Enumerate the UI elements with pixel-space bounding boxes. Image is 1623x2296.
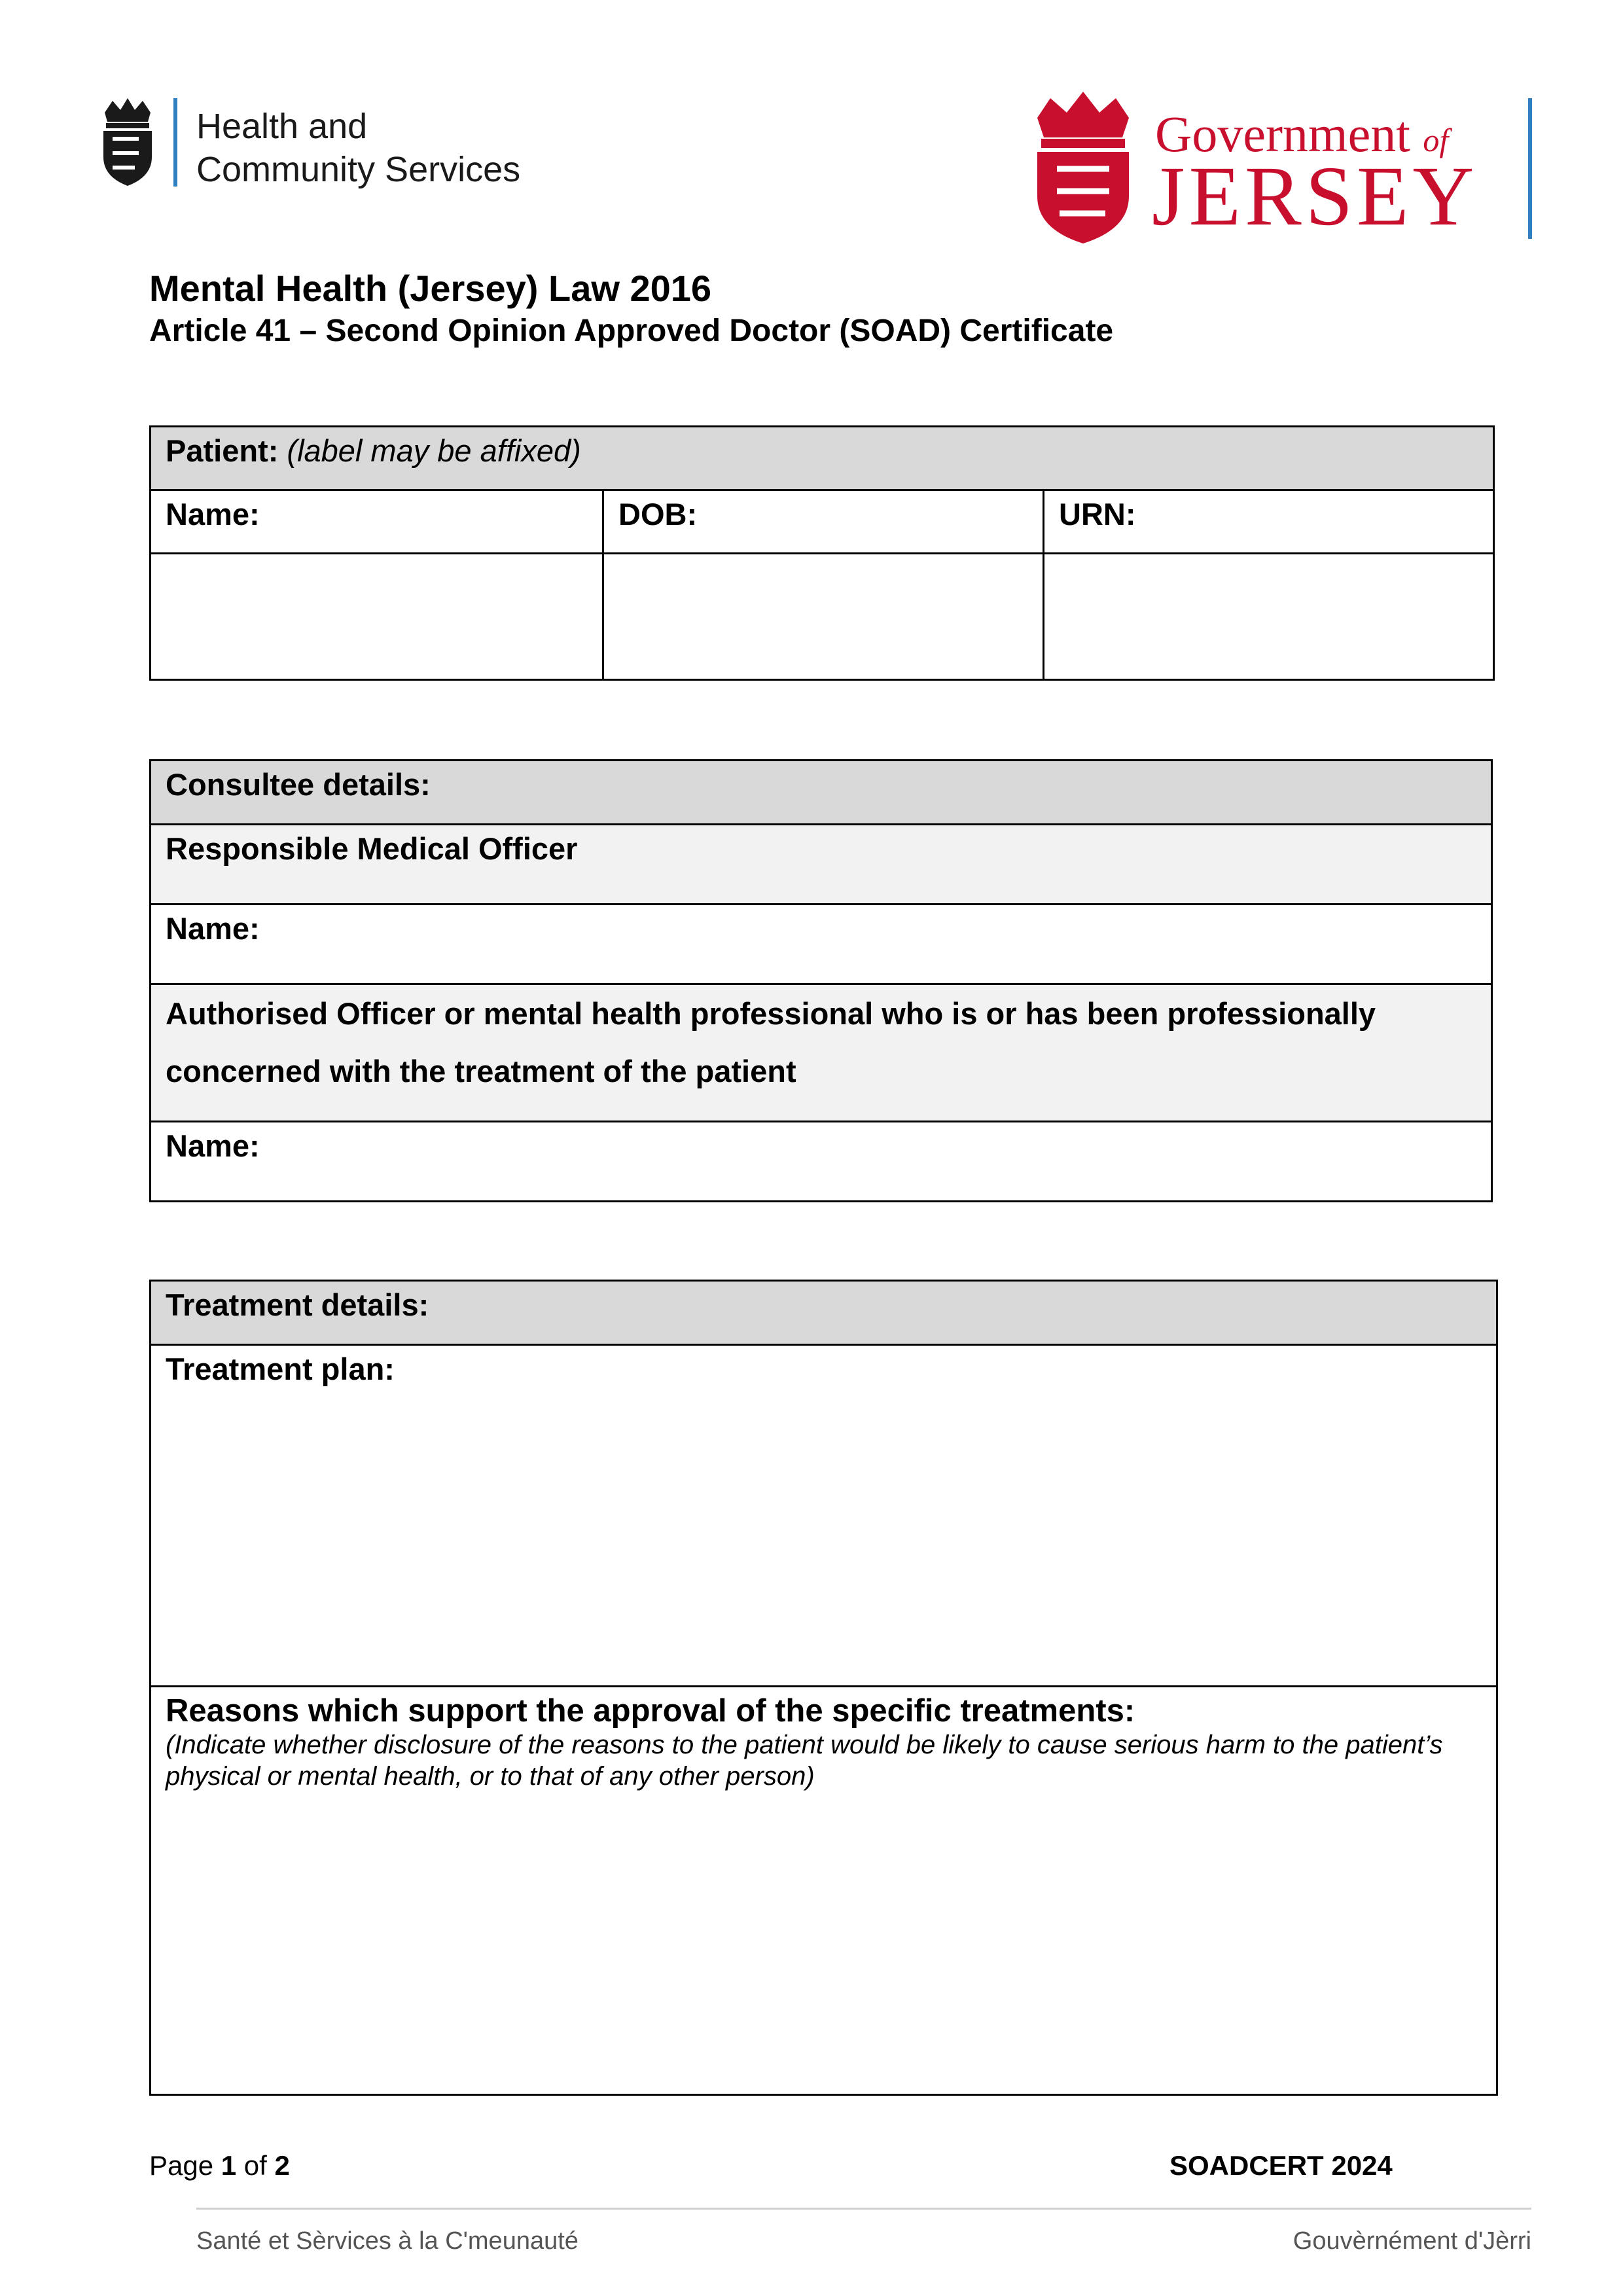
rmo-heading: Responsible Medical Officer [151, 825, 1492, 905]
patient-name-field[interactable] [151, 554, 603, 680]
treatment-reasons-field[interactable] [151, 1687, 1497, 2095]
consultee-table [149, 759, 1493, 1202]
government-of-jersey-logo [1031, 92, 1541, 249]
hcs-logo [98, 98, 569, 190]
footer-jerriais-hcs: Santé et Sèrvices à la C'meunauté [196, 2227, 579, 2255]
ao-heading: Authorised Officer or mental health professional who is or has been professionally concerned with the treatment of the patient [151, 984, 1492, 1122]
document-id: SOADCERT 2024 [1169, 2150, 1393, 2181]
footer-divider [196, 2208, 1531, 2210]
rmo-name-field[interactable] [151, 905, 1492, 984]
goj-government-word: Government [1155, 105, 1410, 162]
page-of: of [243, 2150, 267, 2181]
page-total: 2 [274, 2150, 290, 2181]
document-title: Mental Health (Jersey) Law 2016 [149, 268, 712, 309]
treatment-reasons-label: Reasons which support the approval of the specific treatments: [166, 1693, 1135, 1729]
hcs-line-1: Health and [196, 107, 368, 146]
patient-dob-label: DOB: [603, 490, 1044, 554]
patient-urn-label: URN: [1044, 490, 1494, 554]
page-current: 1 [221, 2150, 237, 2181]
treatment-table [149, 1280, 1498, 2096]
treatment-heading: Treatment details: [151, 1281, 1497, 1345]
goj-of-word: of [1423, 122, 1449, 158]
treatment-plan-field[interactable] [151, 1345, 1497, 1687]
patient-heading-note: (label may be affixed) [287, 433, 581, 468]
patient-name-label: Name: [151, 490, 603, 554]
jersey-crest-icon [98, 98, 157, 187]
goj-jersey-text: JERSEY [1152, 149, 1478, 243]
patient-dob-field[interactable] [603, 554, 1044, 680]
goj-divider [1528, 98, 1532, 239]
hcs-name [196, 105, 520, 191]
treatment-plan-label: Treatment plan: [166, 1352, 395, 1386]
page-number [149, 2150, 290, 2181]
treatment-reasons-note: (Indicate whether disclosure of the reasons to the patient would be likely to cause serious harm to the patient’s physical or mental health, or to that of any other person) [166, 1731, 1443, 1791]
document-subtitle: Article 41 – Second Opinion Approved Doctor (SOAD) Certificate [149, 314, 1114, 348]
patient-heading-label: Patient: [166, 433, 279, 468]
patient-heading [151, 427, 1494, 490]
hcs-line-2: Community Services [196, 150, 521, 189]
hcs-divider [173, 98, 177, 187]
rmo-name-label: Name: [166, 911, 260, 946]
jersey-crown-shield-icon [1031, 92, 1135, 245]
ao-name-field[interactable] [151, 1122, 1492, 1202]
patient-table [149, 425, 1495, 681]
patient-urn-field[interactable] [1044, 554, 1494, 680]
page-prefix: Page [149, 2150, 214, 2181]
footer-jerriais-goj: Gouvèrnément d'Jèrri [1293, 2227, 1531, 2255]
ao-name-label: Name: [166, 1128, 260, 1163]
consultee-heading: Consultee details: [151, 761, 1492, 825]
